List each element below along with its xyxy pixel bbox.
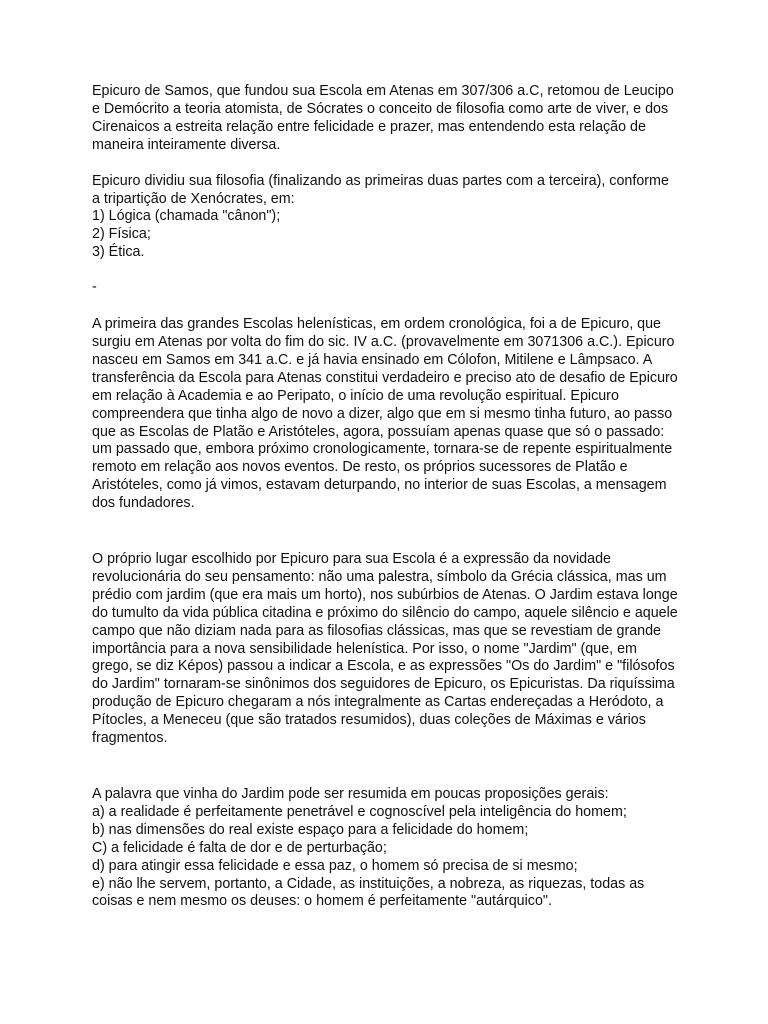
paragraph-division-intro: Epicuro dividiu sua filosofia (finalizando as primeiras duas partes com a terceira), conforme a tripartição de Xenócrates, em: <box>92 172 669 207</box>
list-item: 1) Lógica (chamada "cânon"); <box>92 208 281 225</box>
spacer <box>92 513 692 551</box>
spacer <box>92 262 692 279</box>
list-item: C) a felicidade é falta de dor e de perturbação; <box>92 839 387 856</box>
spacer <box>92 155 692 173</box>
list-item: a) a realidade é perfeitamente penetrável e cognoscível pela inteligência do homem; <box>92 803 627 820</box>
division-list <box>92 208 692 262</box>
paragraph-propositions-intro: A palavra que vinha do Jardim pode ser resumida em poucas proposições gerais: <box>92 786 609 802</box>
document-page <box>92 83 692 911</box>
list-item: 2) Física; <box>92 226 151 243</box>
paragraph-intro-epicurus: Epicuro de Samos, que fundou sua Escola em Atenas em 307/306 a.C, retomou de Leucipo e Demócrito a teoria atomista, de Sócrates o conceito de filosofia como arte de viver, e dos Cirenaicos a estreita relação entre felicidade e prazer, mas entendendo esta relação de maneira inteiramente diversa. <box>92 83 674 153</box>
list-item: 3) Ética. <box>92 244 145 261</box>
list-item: e) não lhe servem, portanto, a Cidade, as instituições, a nobreza, as riquezas, todas as coisas e nem mesmo os deuses: o homem é perfeitamente "autárquico". <box>92 875 645 910</box>
list-item: b) nas dimensões do real existe espaço para a felicidade do homem; <box>92 821 529 838</box>
paragraph-garden: O próprio lugar escolhido por Epicuro para sua Escola é a expressão da novidade revolucionária do seu pensamento: não uma palestra, símbolo da Grécia clássica, mas um prédio com jardim (que era mais um horto), nos subúrbios de Atenas. O Jardim estava longe do tumulto da vida pública citadina e próximo do silêncio do campo, aquele silêncio e aquele campo que não diziam nada para as filosofias clássicas, mas que se revestiam de grande importância para a nova sensibilidade helenística. Por isso, o nome "Jardim" (que, em grego, se diz Képos) passou a indicar a Escola, e as expressões "Os do Jardim" e "filósofos do Jardim" tornaram-se sinônimos dos seguidores de Epicuro, os Epicuristas. Da riquíssima produção de Epicuro chegaram a nós integralmente as Cartas endereçadas a Heródoto, a Pítocles, a Meneceu (que são tratados resumidos), duas coleções de Máximas e vários fragmentos. <box>92 551 678 747</box>
propositions-list <box>92 804 692 911</box>
list-item: d) para atingir essa felicidade e essa paz, o homem só precisa de si mesmo; <box>92 857 578 874</box>
spacer <box>92 748 692 786</box>
spacer <box>92 297 692 316</box>
paragraph-hellenistic-schools: A primeira das grandes Escolas helenísticas, em ordem cronológica, foi a de Epicuro, que surgiu em Atenas por volta do fim do sic. IV a.C. (provavelmente em 3071306 a.C.). Epicuro nasceu em Samos em 341 a.C. e já havia ensinado em Cólofon, Mitilene e Lâmpsaco. A transferência da Escola para Atenas constitui verdadeiro e preciso ato de desafio de Epicuro em relação à Academia e ao Peripato, o início de uma revolução espiritual. Epicuro compreendera que tinha algo de novo a dizer, algo que em si mesmo tinha futuro, ao passo que as Escolas de Platão e Aristóteles, agora, possuíam apenas quase que só o passado: um passado que, embora próximo cronologicamente, tornara-se de repente espiritualmente remoto em relação aos novos eventos. De resto, os próprios sucessores de Platão e Aristóteles, como já vimos, estavam deturpando, no interior de suas Escolas, a mensagem dos fundadores. <box>92 316 678 512</box>
dash-separator: - <box>92 279 97 296</box>
